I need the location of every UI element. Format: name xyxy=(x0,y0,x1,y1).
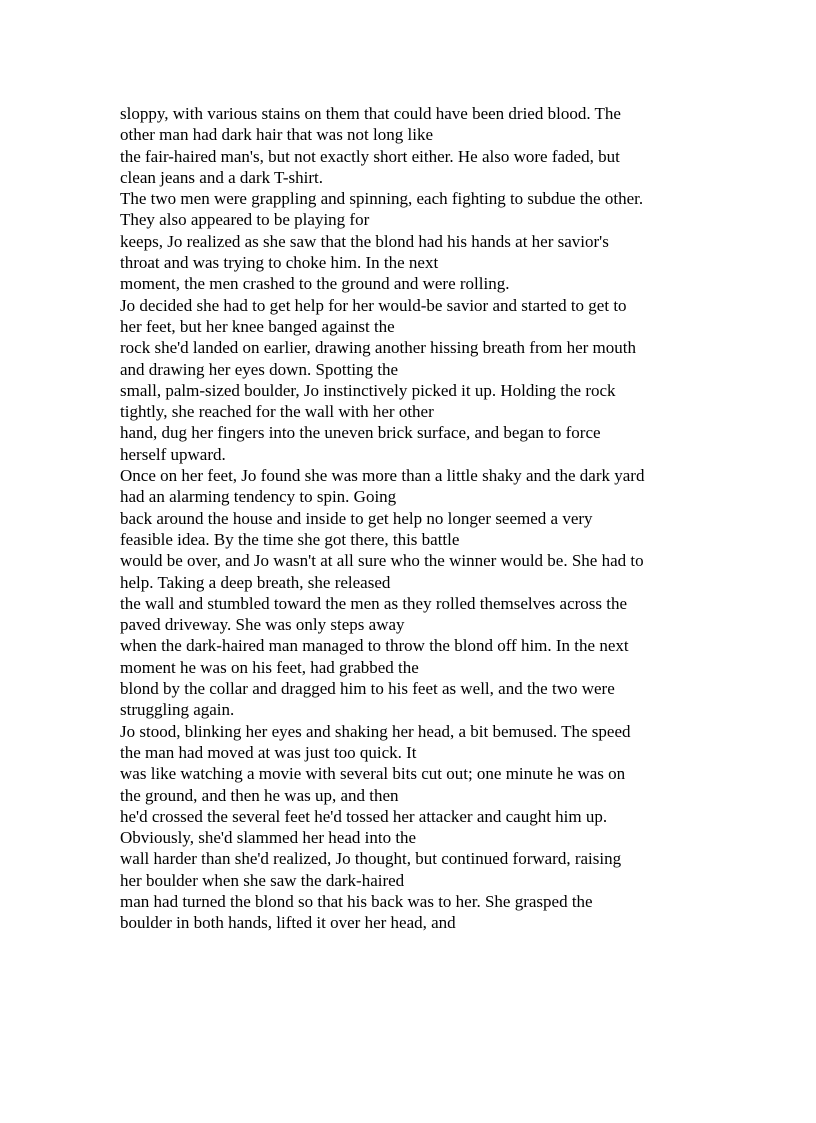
text-line: the wall and stumbled toward the men as they rolled themselves across the xyxy=(120,593,628,613)
text-line: sloppy, with various stains on them that could have been dried blood. The xyxy=(120,104,621,123)
text-line: had an alarming tendency to spin. Going xyxy=(120,487,397,507)
text-line: throat and was trying to choke him. In the next xyxy=(120,253,439,273)
text-line: moment, the men crashed to the ground and were rolling. xyxy=(120,274,510,294)
text-line: wall harder than she'd realized, Jo thought, but continued forward, raising xyxy=(120,849,622,869)
text-line: paved driveway. She was only steps away xyxy=(120,615,405,635)
text-line: the fair-haired man's, but not exactly short either. He also wore faded, but xyxy=(120,146,620,166)
text-line: small, palm-sized boulder, Jo instinctively picked it up. Holding the rock xyxy=(120,380,616,400)
text-line: was like watching a movie with several bits cut out; one minute he was on xyxy=(120,764,626,784)
text-line: the ground, and then he was up, and then xyxy=(120,785,399,805)
text-line: help. Taking a deep breath, she released xyxy=(120,572,391,592)
text-line: The two men were grappling and spinning, each fighting to subdue the other. xyxy=(120,189,644,209)
text-line: herself upward. xyxy=(120,444,226,464)
text-line: rock she'd landed on earlier, drawing another hissing breath from her mouth xyxy=(120,338,637,358)
text-line: feasible idea. By the time she got there, this battle xyxy=(120,529,460,549)
text-line: he'd crossed the several feet he'd tossed her attacker and caught him up. xyxy=(120,806,608,826)
text-line: They also appeared to be playing for xyxy=(120,210,370,230)
text-line: Obviously, she'd slammed her head into the xyxy=(120,828,417,848)
text-line: keeps, Jo realized as she saw that the blond had his hands at her savior's xyxy=(120,231,609,251)
text-line: struggling again. xyxy=(120,700,235,720)
text-line: the man had moved at was just too quick. It xyxy=(120,742,417,762)
text-line: boulder in both hands, lifted it over her head, and xyxy=(120,913,456,933)
text-line: her boulder when she saw the dark-haired xyxy=(120,870,405,890)
text-line: would be over, and Jo wasn't at all sure who the winner would be. She had to xyxy=(120,551,644,571)
text-line: moment he was on his feet, had grabbed the xyxy=(120,657,419,677)
text-line: Jo stood, blinking her eyes and shaking her head, a bit bemused. The speed xyxy=(120,721,631,741)
text-line: other man had dark hair that was not long like xyxy=(120,125,433,145)
text-line: tightly, she reached for the wall with her other xyxy=(120,402,434,422)
text-line: hand, dug her fingers into the uneven brick surface, and began to force xyxy=(120,423,601,443)
text-line: back around the house and inside to get help no longer seemed a very xyxy=(120,508,593,528)
text-line: and drawing her eyes down. Spotting the xyxy=(120,359,399,379)
text-line: Jo decided she had to get help for her would-be savior and started to get to xyxy=(120,295,627,315)
text-line: when the dark-haired man managed to throw the blond off him. In the next xyxy=(120,636,629,656)
text-line: Once on her feet, Jo found she was more than a little shaky and the dark yard xyxy=(120,466,645,486)
text-line: man had turned the blond so that his back was to her. She grasped the xyxy=(120,891,593,911)
text-line: clean jeans and a dark T-shirt. xyxy=(120,167,323,187)
text-line: blond by the collar and dragged him to his feet as well, and the two were xyxy=(120,679,615,699)
text-line: her feet, but her knee banged against the xyxy=(120,316,395,336)
document-page xyxy=(120,103,716,934)
